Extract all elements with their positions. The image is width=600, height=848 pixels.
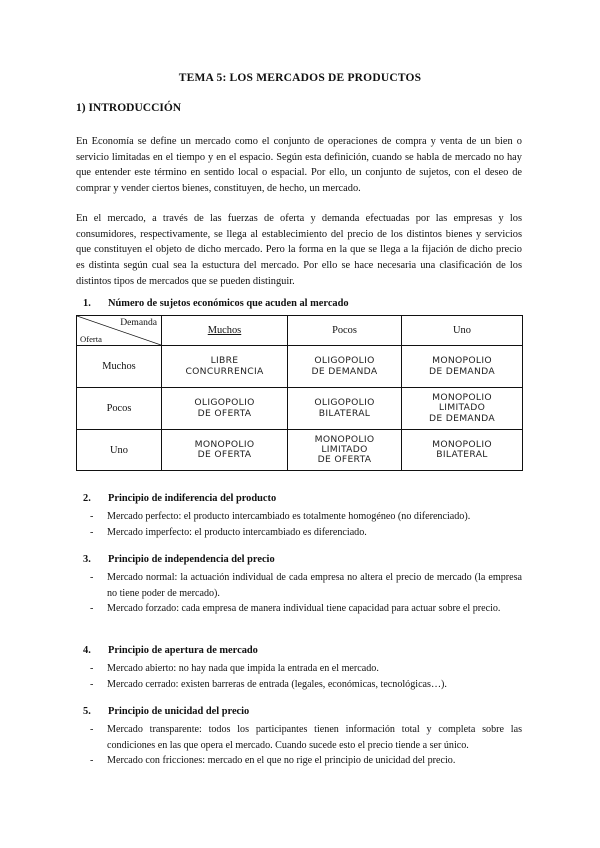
table-cell: OLIGOPOLIO BILATERAL — [288, 388, 402, 430]
dash-bullet: - — [90, 678, 94, 690]
dash-bullet: - — [90, 511, 94, 522]
section-number: 2. — [83, 493, 91, 504]
dash-bullet: - — [90, 724, 94, 735]
dash-bullet: - — [90, 603, 94, 614]
section-number: 5. — [83, 706, 91, 717]
document-title: TEMA 5: LOS MERCADOS DE PRODUCTOS — [178, 72, 422, 84]
table-cell: MONOPOLIO LIMITADO DE OFERTA — [288, 430, 402, 471]
section-3-list — [90, 570, 522, 617]
market-classification-table — [76, 315, 523, 471]
table-cell: MONOPOLIO LIMITADO DE DEMANDA — [402, 388, 523, 430]
dash-bullet: - — [90, 755, 94, 766]
section-5-heading — [83, 706, 249, 717]
corner-supply-label: Oferta — [80, 334, 102, 344]
list-item: - Mercado perfecto: el producto intercambiado es totalmente homogéneo (no diferenciado). — [90, 509, 522, 525]
table-cell: MONOPOLIO BILATERAL — [402, 430, 523, 471]
row-header-pocos: Pocos — [77, 388, 162, 430]
intro-paragraph-2: En el mercado, a través de las fuerzas de oferta y demanda efectuadas por las empresas y los consumidores, respectivamente, se llega al establecimiento del precio de los distintos bienes y servicios que constituyen el objeto de dicho mercado. Pero la forma en la que se llega a la fijación de dicho precio es distinta según cual sea la estuctura del mercado. Por ello se hace necesaria una clasificación de los distintos tipos de mercados que se pueden distinguir. — [76, 213, 522, 287]
column-header-pocos: Pocos — [288, 316, 402, 346]
table-cell: MONOPOLIO DE DEMANDA — [402, 346, 523, 388]
list-item: - Mercado con fricciones: mercado en el que no rige el principio de unicidad del precio. — [90, 753, 522, 769]
list-item: - Mercado transparente: todos los participantes tienen información total y completa sobre las condiciones en las que opera el mercado. Cuando sucede esto el precio tiende a ser único. — [90, 724, 522, 751]
dash-bullet: - — [90, 526, 94, 538]
section-2-heading — [83, 493, 276, 504]
intro-heading: 1) INTRODUCCIÓN — [76, 102, 182, 114]
section-2-list — [90, 509, 522, 540]
section-title: Principio de independencia del precio — [108, 554, 275, 565]
section-title: Principio de unicidad del precio — [108, 706, 250, 717]
table-cell: OLIGOPOLIO DE OFERTA — [162, 388, 288, 430]
table-corner-cell — [77, 316, 162, 346]
list-item: - Mercado forzado: cada empresa de manera individual tiene capacidad para actuar sobre el precio. — [90, 601, 522, 617]
row-header-uno: Uno — [77, 430, 162, 471]
section-title: Principio de indiferencia del producto — [108, 493, 277, 504]
dash-bullet: - — [90, 663, 94, 674]
section-1-heading — [83, 298, 349, 309]
section-title: Principio de apertura de mercado — [108, 645, 258, 656]
table-cell: MONOPOLIO DE OFERTA — [162, 430, 288, 471]
section-number: 4. — [83, 645, 91, 656]
list-item: - Mercado abierto: no hay nada que impida la entrada en el mercado. — [90, 661, 522, 677]
section-4-heading — [83, 645, 258, 656]
intro-paragraph-1: En Economía se define un mercado como el conjunto de operaciones de compra y venta de un bien o servicio limitadas en el tiempo y en el espacio. Según esta definición, cuando se habla de mercado no hay que entender este término en sentido local o espacial. Por ello, un conjunto de sujetos, con el deseo de comprar y vender ciertos bienes, constituyen, de hecho, un mercado. — [76, 136, 522, 195]
table-cell: OLIGOPOLIO DE DEMANDA — [288, 346, 402, 388]
column-header-muchos: Muchos — [162, 316, 288, 346]
section-number: 1. — [83, 298, 91, 309]
list-item: - Mercado imperfecto: el producto intercambiado es diferenciado. — [90, 525, 522, 541]
section-title: Número de sujetos económicos que acuden al mercado — [108, 298, 349, 309]
table-cell: LIBRE CONCURRENCIA — [162, 346, 288, 388]
column-header-uno: Uno — [402, 316, 523, 346]
corner-demand-label: Demanda — [120, 317, 157, 328]
row-header-muchos: Muchos — [77, 346, 162, 388]
section-4-list — [90, 661, 522, 692]
section-5-list — [90, 722, 522, 769]
section-number: 3. — [83, 554, 91, 565]
section-3-heading — [83, 554, 275, 565]
list-item: - Mercado normal: la actuación individual de cada empresa no altera el precio de mercado (la empresa no tiene poder de mercado). — [90, 572, 522, 599]
dash-bullet: - — [90, 572, 94, 583]
list-item: - Mercado cerrado: existen barreras de entrada (legales, económicas, tecnológicas…). — [90, 677, 522, 693]
